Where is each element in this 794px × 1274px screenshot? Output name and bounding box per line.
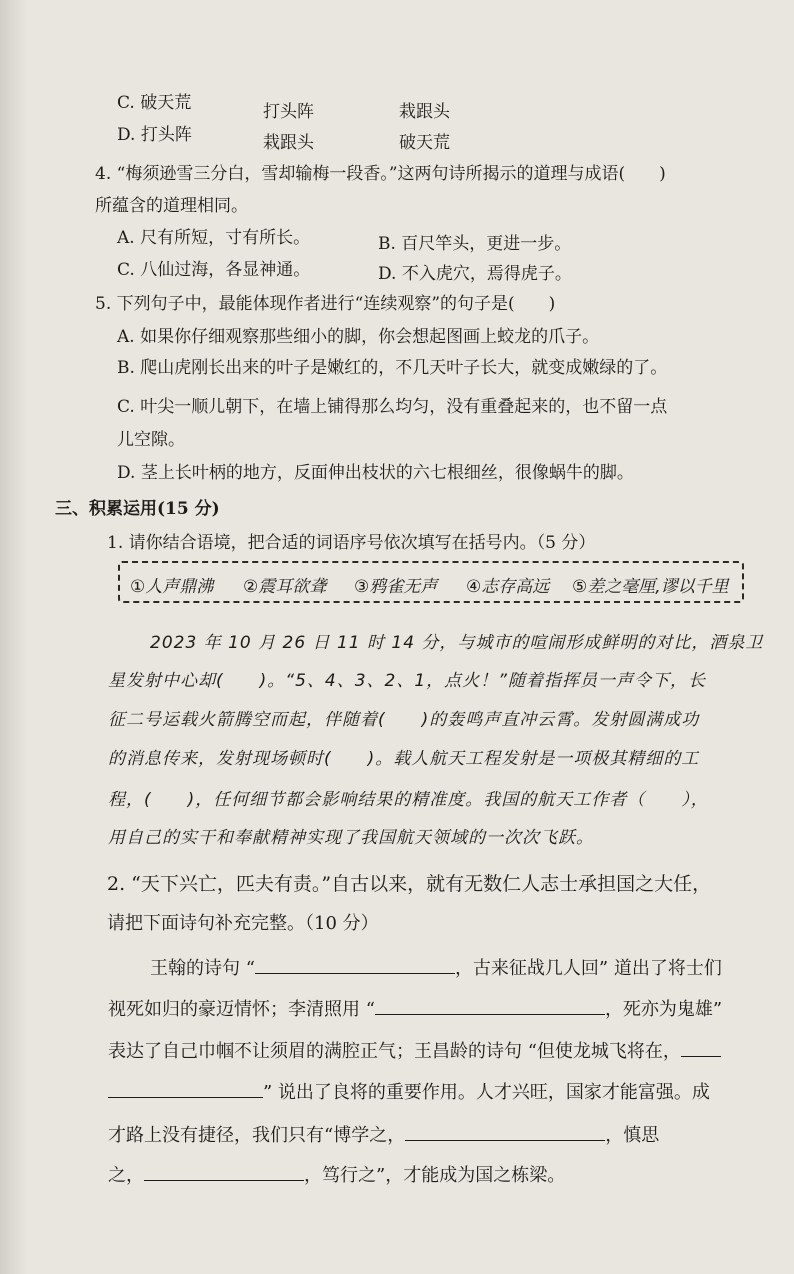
q3-option-c-word3: 栽跟头 (399, 102, 450, 122)
poem-fill-6-suffix: ，笃行之”，才能成为国之栋梁。 (304, 1165, 566, 1186)
q4-stem-line2: 所蕴含的道理相同。 (95, 196, 248, 216)
q5-option-c-line1: C. 叶尖一顺儿朝下，在墙上铺得那么均匀，没有重叠起来的，也不留一点 (117, 397, 668, 417)
passage-line-4: 的消息传来，发射现场顿时( )。载人航天工程发射是一项极其精细的工 (108, 749, 700, 769)
poem-fill-1-suffix: ，古来征战几人回” 道出了将士们 (454, 958, 722, 979)
q3-option-c-word2: 打头阵 (263, 102, 314, 122)
answer-blank-2[interactable] (375, 1013, 605, 1015)
section-heading-score: (15 分) (157, 499, 220, 519)
poem-fill-5-suffix: ，慎思 (605, 1125, 660, 1146)
passage-line-1: 2023 年 10 月 26 日 11 时 14 分，与城市的喧闹形成鲜明的对比，酒泉卫 (150, 633, 764, 653)
answer-blank-5[interactable] (144, 1179, 304, 1181)
q5-option-b: B. 爬山虎刚长出来的叶子是嫩红的，不几天叶子长大，就变成嫩绿的了。 (117, 358, 668, 378)
word-option-3: ③鸦雀无声 (354, 577, 438, 597)
q3-option-d-label: D. 打头阵 (117, 125, 192, 145)
word-option-4: ④志存高远 (466, 577, 550, 597)
scan-shadow (0, 0, 28, 1274)
poem-fill-1-prefix: 王翰的诗句 “ (150, 958, 255, 979)
section-heading-title: 三、积累运用 (55, 499, 157, 519)
s3q2-stem-line1: 2. “天下兴亡，匹夫有责。”自古以来，就有无数仁人志士承担国之大任， (107, 873, 712, 895)
q3-option-c-label: C. 破天荒 (117, 93, 192, 113)
passage-line-6: 用自己的实干和奉献精神实现了我国航天领域的一次次飞跃。 (108, 828, 594, 848)
q5-option-a: A. 如果你仔细观察那些细小的脚，你会想起图画上蛟龙的爪子。 (117, 327, 600, 347)
word-option-5: ⑤差之毫厘,谬以千里 (572, 577, 729, 597)
answer-blank-4[interactable] (405, 1139, 605, 1141)
word-option-1: ①人声鼎沸 (130, 577, 214, 597)
poem-fill-5-prefix: 才路上没有捷径，我们只有“博学之， (108, 1125, 406, 1146)
q4-option-c: C. 八仙过海，各显神通。 (117, 260, 311, 280)
word-option-2: ②震耳欲聋 (243, 577, 327, 597)
q3-option-d-word3: 破天荒 (399, 133, 450, 153)
poem-fill-line-1 (150, 954, 722, 980)
q3-option-d-word2: 栽跟头 (263, 133, 314, 153)
q4-stem-line1: 4. “梅须逊雪三分白，雪却输梅一段香。”这两句诗所揭示的道理与成语( ) (95, 164, 666, 184)
q5-stem: 5. 下列句子中，最能体现作者进行“连续观察”的句子是( ) (95, 294, 556, 314)
passage-line-3: 征二号运载火箭腾空而起，伴随着( )的轰鸣声直冲云霄。发射圆满成功 (108, 710, 700, 730)
q5-option-c-line2: 儿空隙。 (117, 430, 185, 450)
section-heading (55, 494, 220, 519)
passage-line-2: 星发射中心却( )。“5、4、3、2、1，点火！”随着指挥员一声令下，长 (108, 671, 706, 691)
poem-fill-4-text: ” 说出了良将的重要作用。人才兴旺，国家才能富强。成 (263, 1082, 710, 1103)
poem-fill-line-3 (108, 1037, 721, 1063)
q5-option-d: D. 茎上长叶柄的地方，反面伸出枝状的六七根细丝，很像蜗牛的脚。 (117, 463, 634, 483)
poem-fill-2-prefix: 视死如归的豪迈情怀；李清照用 “ (108, 999, 375, 1020)
answer-blank-1[interactable] (255, 972, 455, 974)
s3q1-instruction: 1. 请你结合语境，把合适的词语序号依次填写在括号内。（5 分） (107, 533, 596, 553)
poem-fill-line-5 (108, 1121, 659, 1147)
poem-fill-2-suffix: ，死亦为鬼雄” (604, 999, 723, 1020)
poem-fill-6-prefix: 之， (108, 1165, 144, 1186)
poem-fill-line-2 (108, 995, 722, 1021)
poem-fill-3-text: 表达了自己巾帼不让须眉的满腔正气；王昌龄的诗句 “但使龙城飞将在， (108, 1041, 681, 1062)
passage-line-5: 程，( )，任何细节都会影响结果的精准度。我国的航天工作者（ ）， (108, 790, 709, 810)
q4-option-a: A. 尺有所短，寸有所长。 (117, 228, 311, 248)
word-choice-box (118, 561, 744, 603)
answer-blank-3a[interactable] (681, 1055, 721, 1057)
q4-option-b: B. 百尺竿头，更进一步。 (378, 234, 572, 254)
answer-blank-3b[interactable] (108, 1096, 263, 1098)
q4-option-d: D. 不入虎穴，焉得虎子。 (378, 264, 572, 284)
poem-fill-line-4 (108, 1078, 710, 1104)
s3q2-stem-line2: 请把下面诗句补充完整。（10 分） (107, 913, 379, 934)
poem-fill-line-6 (108, 1161, 565, 1187)
